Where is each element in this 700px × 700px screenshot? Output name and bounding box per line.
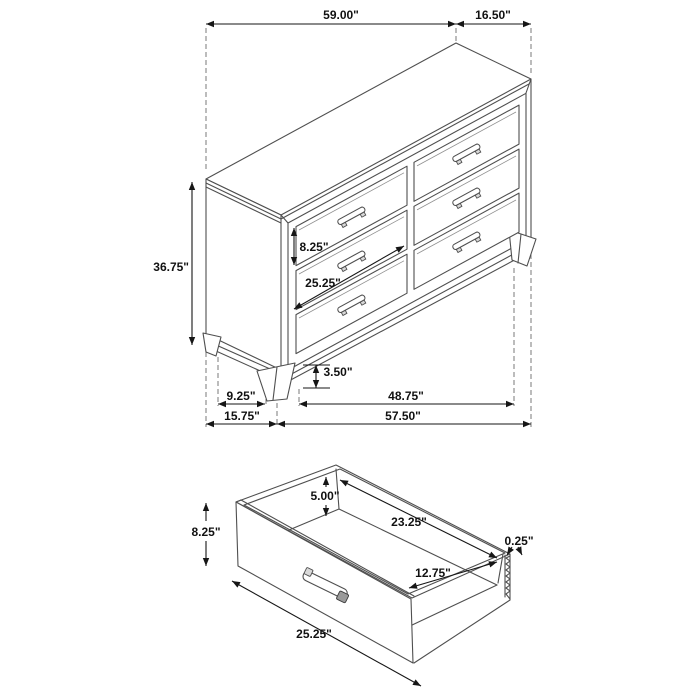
dim-label-inner-width: 23.25" [391, 515, 427, 529]
dim-label-base-depth: 15.75" [224, 409, 260, 423]
dim-label-base-width: 57.50" [385, 409, 421, 423]
dim-label-foot-height: 3.50" [323, 365, 353, 379]
dim-label-overall-height: 36.75" [153, 260, 189, 274]
dim-label-front-width: 25.25" [296, 627, 332, 641]
dim-label-drawer-width: 25.25" [305, 276, 341, 290]
dim-label-top-width: 59.00" [323, 8, 359, 22]
dim-label-top-depth: 16.50" [475, 8, 511, 22]
dim-label-inner-depth: 12.75" [415, 566, 451, 580]
dim-label-feet-span: 48.75" [388, 389, 424, 403]
dim-label-front-height: 8.25" [191, 525, 221, 539]
dim-label-side-thickness: 0.25" [504, 534, 534, 548]
dim-label-drawer-height: 8.25" [299, 240, 329, 254]
dim-label-inner-height: 5.00" [310, 489, 340, 503]
dim-label-foot-offset: 9.25" [226, 389, 256, 403]
